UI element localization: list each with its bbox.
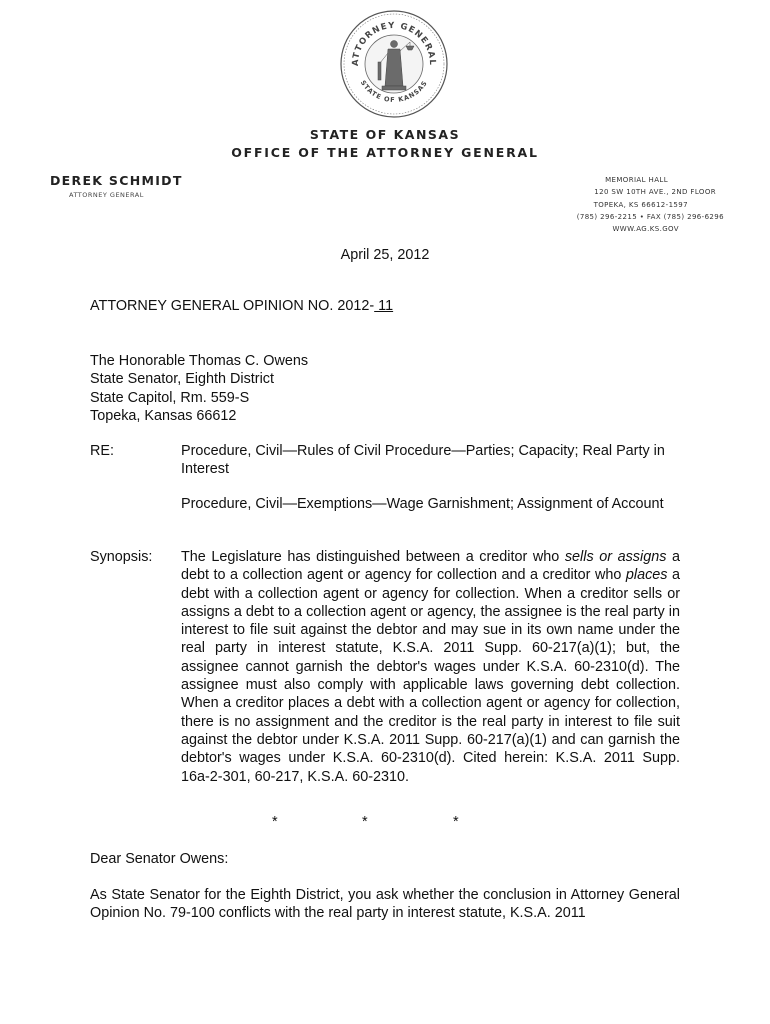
opinion-prefix: ATTORNEY GENERAL OPINION NO. 2012-	[90, 298, 375, 314]
address-phone: (785) 296-2215 • FAX (785) 296-6296	[576, 212, 724, 221]
recipient-city: Topeka, Kansas 66612	[90, 407, 237, 424]
state-seal	[338, 8, 450, 120]
re-label: RE:	[90, 443, 114, 459]
seal-text-bottom: STATE OF KANSAS	[358, 78, 430, 105]
re-subject-2: Procedure, Civil—Exemptions—Wage Garnishment; Assignment of Account	[181, 496, 664, 512]
office-address	[577, 174, 724, 235]
seal-text-top: ATTORNEY GENERAL	[350, 20, 438, 67]
office-name-title: OFFICE OF THE ATTORNEY GENERAL	[231, 145, 539, 160]
office-state-title: STATE OF KANSAS	[309, 127, 461, 142]
salutation: Dear Senator Owens:	[90, 851, 229, 867]
opinion-number	[90, 297, 393, 315]
synopsis-part-1: The Legislature has distinguished between a creditor who	[181, 549, 565, 565]
address-website: WWW.AG.KS.GOV	[612, 225, 679, 234]
synopsis-part-2: a debt to a collection agent or agency for collection and a creditor who	[181, 549, 680, 584]
synopsis-label: Synopsis:	[90, 549, 153, 565]
opening-paragraph: As State Senator for the Eighth District, you ask whether the conclusion in Attorney General Opinion No. 79-100 conflicts with the real party in interest statute, K.S.A. 2011	[90, 887, 680, 922]
synopsis-text	[181, 548, 680, 786]
recipient-office: State Capitol, Rm. 559-S	[90, 389, 250, 406]
synopsis-emphasis-2: places	[625, 567, 668, 584]
address-city: TOPEKA, KS 66612-1597	[593, 200, 688, 209]
address-street: 120 SW 10TH AVE., 2ND FLOOR	[594, 188, 716, 197]
address-building: MEMORIAL HALL	[605, 176, 668, 184]
attorney-general-title: ATTORNEY GENERAL	[69, 191, 144, 199]
re-subject-1: Procedure, Civil—Rules of Civil Procedure—Parties; Capacity; Real Party in Interest	[181, 443, 665, 478]
separator-star-3: *	[453, 814, 459, 830]
synopsis-emphasis-1: sells or assigns	[564, 549, 667, 565]
attorney-general-name: DEREK SCHMIDT	[50, 173, 183, 188]
separator-star-1: *	[272, 814, 278, 830]
recipient-address	[90, 352, 308, 425]
opinion-number-value: 11	[374, 298, 394, 314]
letter-date: April 25, 2012	[340, 247, 430, 263]
synopsis-part-3: a debt with a collection agent or agency for collection. When a creditor sells or assigns a debt to a collection agent or agency, the assignee is the real party in interest to file suit against the debtor and may sue in its own name under the real party in interest statute, K.S.A. 2011 Supp. 60-217(a)(1); but, the assignee cannot garnish the debtor's wages under K.S.A. 60-2310(d). The assignee must also comply with applicable laws governing debt collection. When a creditor places a debt with a collection agent or agency for collection, there is no assignment and the creditor is the real party in interest to file suit against the debtor under K.S.A. 2011 Supp. 60-217(a)(1) and can garnish the debtor's wages under K.S.A. 60-2310(d). Cited herein: K.S.A. 2011 Supp. 16a-2-301, 60-217, K.S.A. 60-2310.	[181, 567, 680, 785]
recipient-title: State Senator, Eighth District	[90, 371, 274, 388]
separator-star-2: *	[362, 814, 368, 830]
recipient-name: The Honorable Thomas C. Owens	[90, 353, 309, 369]
